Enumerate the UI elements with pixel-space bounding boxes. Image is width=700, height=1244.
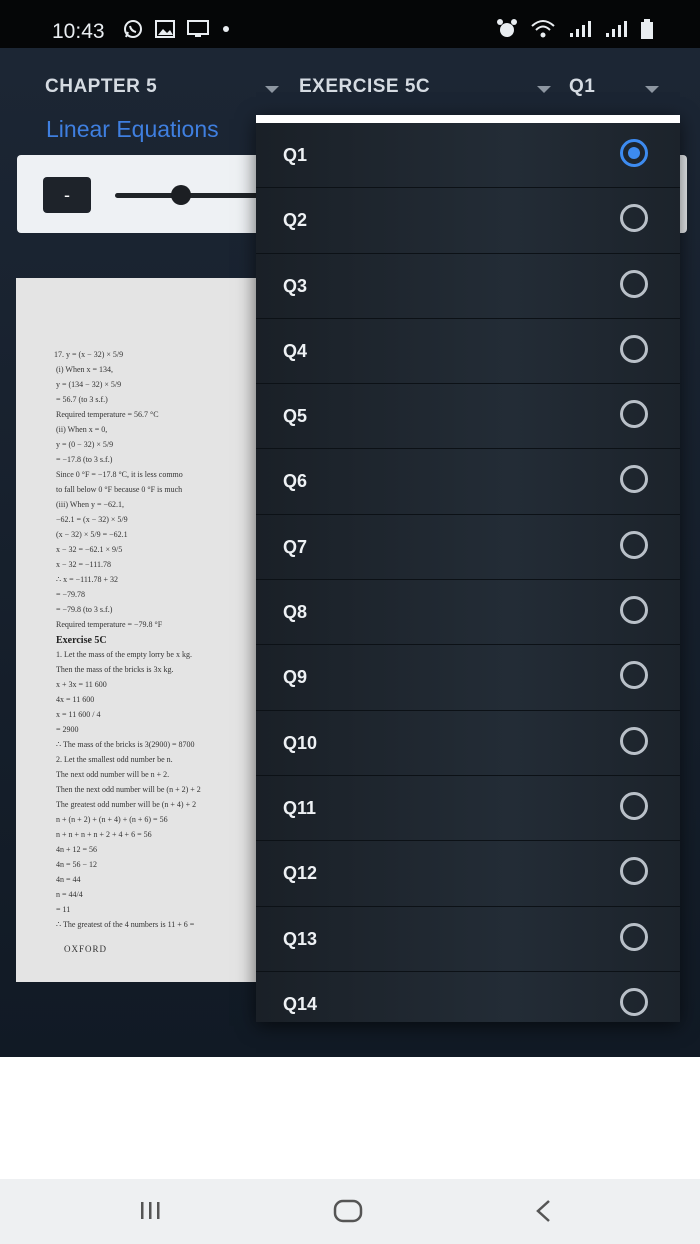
solution-line: 4x = 11 600	[56, 695, 95, 704]
question-selector[interactable]: Q1	[569, 76, 596, 97]
solution-line: ∴ The mass of the bricks is 3(2900) = 8700	[56, 740, 195, 749]
question-option-label: Q6	[283, 471, 308, 492]
dot-icon	[220, 23, 232, 35]
radio-unselected-icon[interactable]	[620, 661, 648, 689]
wifi-icon	[530, 18, 556, 40]
question-option-label: Q5	[283, 406, 308, 427]
radio-unselected-icon[interactable]	[620, 465, 648, 493]
radio-unselected-icon[interactable]	[620, 596, 648, 624]
solution-line: −62.1 = (x − 32) × 5/9	[56, 515, 128, 524]
gallery-icon	[154, 19, 176, 39]
question-option-label: Q8	[283, 602, 308, 623]
question-option-list	[256, 123, 680, 1022]
solution-line: 4n = 56 − 12	[56, 860, 98, 869]
signal-icon	[568, 19, 592, 39]
radio-unselected-icon[interactable]	[620, 988, 648, 1016]
question-option-label: Q3	[283, 275, 308, 296]
solution-line: 4n = 44	[56, 875, 81, 884]
blank-area	[0, 1057, 700, 1179]
radio-selected-icon[interactable]	[620, 139, 648, 167]
home-icon[interactable]	[332, 1197, 364, 1225]
solution-line: (i) When x = 134,	[56, 365, 114, 374]
solution-line: to fall below 0 °F because 0 °F is much	[56, 485, 183, 494]
solution-line: = 11	[56, 905, 71, 914]
question-option-q8[interactable]	[256, 580, 680, 645]
solution-line: Required temperature = 56.7 °C	[56, 410, 159, 419]
question-option-q11[interactable]	[256, 776, 680, 841]
alarm-icon	[496, 18, 518, 40]
radio-unselected-icon[interactable]	[620, 792, 648, 820]
minus-button[interactable]: -	[43, 177, 91, 213]
question-option-q5[interactable]	[256, 384, 680, 449]
radio-unselected-icon[interactable]	[620, 857, 648, 885]
radio-unselected-icon[interactable]	[620, 923, 648, 951]
question-dropdown-icon[interactable]	[645, 86, 659, 93]
radio-unselected-icon[interactable]	[620, 204, 648, 232]
solution-line: Then the next odd number will be (n + 2) + 2	[56, 785, 201, 794]
status-system-icons	[496, 18, 654, 40]
question-option-q13[interactable]	[256, 907, 680, 972]
question-option-q14[interactable]	[256, 972, 680, 1022]
publisher-logo: OXFORD	[64, 944, 108, 954]
solution-line: (iii) When y = −62.1,	[56, 500, 124, 509]
solution-line: n + n + n + n + 2 + 4 + 6 = 56	[56, 830, 152, 839]
question-option-label: Q4	[283, 340, 308, 361]
signal-icon	[604, 19, 628, 39]
question-option-q10[interactable]	[256, 711, 680, 776]
solution-line: n = 44/4	[56, 890, 83, 899]
question-option-label: Q13	[283, 928, 318, 949]
question-option-q4[interactable]	[256, 319, 680, 384]
solution-line: x − 32 = −111.78	[56, 560, 111, 569]
radio-unselected-icon[interactable]	[620, 727, 648, 755]
question-option-q6[interactable]	[256, 449, 680, 514]
exercise-dropdown-icon[interactable]	[537, 86, 551, 93]
question-option-q3[interactable]	[256, 254, 680, 319]
question-option-label: Q2	[283, 210, 308, 231]
solution-line: = −79.8 (to 3 s.f.)	[56, 605, 113, 614]
radio-unselected-icon[interactable]	[620, 531, 648, 559]
whatsapp-icon	[122, 18, 144, 40]
question-option-q12[interactable]	[256, 841, 680, 906]
question-option-q2[interactable]	[256, 188, 680, 253]
radio-unselected-icon[interactable]	[620, 400, 648, 428]
solution-line: y = (0 − 32) × 5/9	[56, 440, 114, 449]
solution-line: ∴ x = −111.78 + 32	[56, 575, 119, 584]
question-option-q7[interactable]	[256, 515, 680, 580]
recent-apps-icon[interactable]	[136, 1197, 166, 1225]
selector-row	[0, 48, 700, 123]
solution-line: Since 0 °F = −17.8 °C, it is less commo	[56, 470, 183, 479]
screen-icon	[186, 19, 210, 39]
solution-line: x − 32 = −62.1 × 9/5	[56, 545, 123, 554]
solution-line: 17. y = (x − 32) × 5/9	[54, 350, 124, 359]
question-option-label: Q7	[283, 536, 308, 557]
solution-line: 2. Let the smallest odd number be n.	[56, 755, 173, 764]
question-option-label: Q12	[283, 863, 318, 884]
question-option-label: Q11	[283, 797, 317, 818]
solution-page-image	[16, 278, 274, 982]
question-option-label: Q14	[283, 993, 318, 1014]
back-icon[interactable]	[530, 1197, 558, 1225]
solution-line: = −79.78	[56, 590, 86, 599]
solution-line: 1. Let the mass of the empty lorry be x kg.	[56, 650, 192, 659]
question-option-q1[interactable]	[256, 123, 680, 188]
solution-line: (x − 32) × 5/9 = −62.1	[56, 530, 128, 539]
solution-line: = 2900	[56, 725, 79, 734]
solution-line: y = (134 − 32) × 5/9	[56, 380, 122, 389]
chapter-selector[interactable]: CHAPTER 5	[45, 76, 158, 97]
solution-line: The greatest odd number will be (n + 4) + 2	[56, 800, 197, 809]
page-title: Linear Equations	[46, 116, 219, 142]
exercise-selector[interactable]: EXERCISE 5C	[299, 76, 431, 97]
radio-unselected-icon[interactable]	[620, 335, 648, 363]
exercise-heading: Exercise 5C	[56, 635, 107, 646]
solution-line: Required temperature = −79.8 °F	[56, 620, 163, 629]
battery-icon	[640, 18, 654, 40]
solution-line: 4n + 12 = 56	[56, 845, 98, 854]
system-nav-bar	[0, 1179, 700, 1244]
solution-line: The next odd number will be n + 2.	[56, 770, 170, 779]
solution-line: Then the mass of the bricks is 3x kg.	[56, 665, 174, 674]
question-dropdown-menu	[256, 115, 680, 1022]
status-time: 10:43	[52, 20, 105, 43]
solution-line: ∴ The greatest of the 4 numbers is 11 + 6 =	[56, 920, 195, 929]
status-notification-icons	[122, 18, 232, 40]
question-option-label: Q9	[283, 667, 308, 688]
solution-line: x + 3x = 11 600	[56, 680, 107, 689]
slider-thumb[interactable]	[171, 185, 191, 205]
solution-line: = −17.8 (to 3 s.f.)	[56, 455, 113, 464]
question-option-q9[interactable]	[256, 645, 680, 710]
solution-line: (ii) When x = 0,	[56, 425, 108, 434]
solution-line: x = 11 600 / 4	[56, 710, 101, 719]
question-option-label: Q1	[283, 145, 308, 165]
radio-unselected-icon[interactable]	[620, 270, 648, 298]
chapter-dropdown-icon[interactable]	[265, 86, 279, 93]
solution-line: n + (n + 2) + (n + 4) + (n + 6) = 56	[56, 815, 168, 824]
question-option-label: Q10	[283, 732, 318, 753]
solution-line: = 56.7 (to 3 s.f.)	[56, 395, 108, 404]
